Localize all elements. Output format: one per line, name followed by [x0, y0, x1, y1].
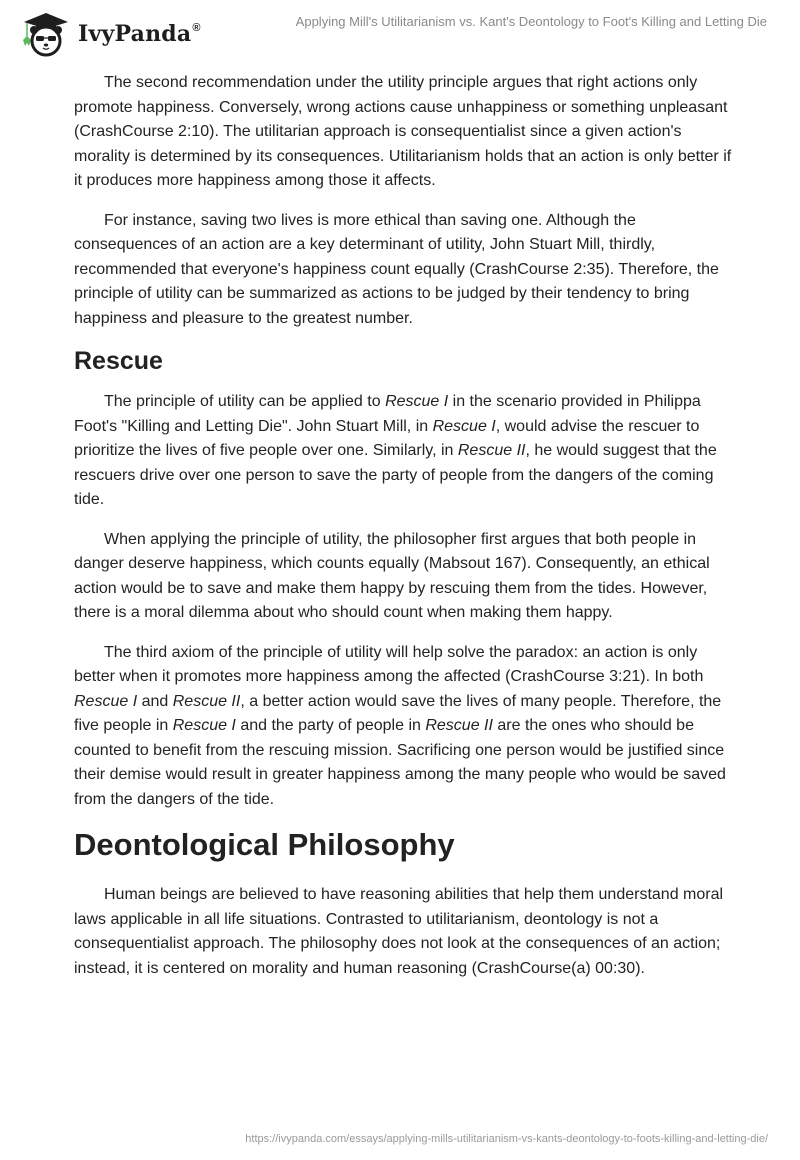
text-span: are the ones who should be counted to benefit from the rescuing mission. Sacrificing one person would be justified since their demise would result in greater happiness among the many people who would be saved from the dangers of the tide.	[74, 717, 726, 808]
emphasis-rescue-i: Rescue I	[385, 393, 449, 410]
emphasis-rescue-ii: Rescue II	[457, 442, 526, 459]
emphasis-rescue-i: Rescue I	[172, 717, 236, 734]
text-span: and	[137, 692, 173, 710]
emphasis-rescue-ii: Rescue II	[172, 692, 241, 710]
text-span: , would advise the rescuer to prioritize the lives of five people over one. Similarly, in	[74, 417, 700, 459]
text-span: in the scenario provided in Philippa Foot's "Killing and Letting Die". John Stuart Mill, in	[74, 393, 701, 435]
source-url-link[interactable]: https://ivypanda.com/essays/applying-mills-utilitarianism-vs-kants-deontology-to-foots-killing-and-letting-die/	[245, 1133, 768, 1145]
paragraph-saving-lives: For instance, saving two lives is more ethical than saving one. Although the consequences of an action are a key determinant of utility, John Stuart Mill, thirdly, recommended that everyone's happiness count equally (CrashCourse 2:35). Therefore, the principle of utility can be summarized as actions to be judged by their tendency to bring happiness and pleasure to the greatest number.	[74, 211, 719, 327]
paragraph-human-reasoning: Human beings are believed to have reasoning abilities that help them understand moral laws applicable in all life situations. Contrasted to utilitarianism, deontology is not a consequentialist approach. The philosophy does not look at the consequences of an action; instead, it is centered on morality and human reasoning (CrashCourse(a) 00:30).	[74, 886, 724, 977]
section-heading-deontological-philosophy: Deontological Philosophy	[74, 827, 455, 862]
registered-mark: ®	[192, 21, 201, 34]
text-span: The principle of utility can be applied to	[104, 393, 386, 410]
paragraph-equal-happiness: When applying the principle of utility, the philosopher first argues that both people in danger deserve happiness, which counts equally (Mabsout 167). Consequently, an ethical action would be to save and make them happy by rescuing them from the tides. However, there is a moral dilemma about who should count when making them happy.	[74, 530, 710, 621]
document-title: Applying Mill's Utilitarianism vs. Kant's Deontology to Foot's Killing and Letting Die	[295, 14, 767, 29]
emphasis-rescue-i: Rescue I	[74, 692, 138, 710]
page-header	[0, 0, 800, 60]
section-heading-rescue: Rescue	[74, 347, 163, 375]
emphasis-rescue-ii: Rescue II	[425, 717, 493, 734]
ivypanda-logo[interactable]	[16, 10, 201, 58]
text-span: , he would suggest that the rescuers drive over one person to save the party of people from the dangers of the coming tide.	[74, 442, 717, 508]
emphasis-rescue-i: Rescue I	[432, 417, 496, 435]
logo-wordmark: IvyPanda	[78, 21, 192, 47]
text-span: The third axiom of the principle of utility will help solve the paradox: an action is only better when it promotes more happiness among the affected (CrashCourse 3:21). In both	[74, 643, 704, 685]
text-span: and the party of people in	[235, 717, 426, 734]
text-span: , a better action would save the lives of many people. Therefore, the five people in	[74, 692, 722, 734]
essay-content	[74, 71, 734, 996]
paragraph-third-axiom	[74, 641, 734, 813]
paragraph-utility-recommendation: The second recommendation under the utility principle argues that right actions only promote happiness. Conversely, wrong actions cause unhappiness or something unpleasant (CrashCourse 2:10). The utilitarian approach is consequentialist since a given action's morality is determined by its consequences. Utilitarianism holds that an action is only better if it produces more happiness among those it affects.	[74, 74, 732, 189]
logo-text	[78, 21, 201, 47]
panda-graduate-icon	[16, 10, 74, 58]
paragraph-rescue-application	[74, 390, 734, 513]
